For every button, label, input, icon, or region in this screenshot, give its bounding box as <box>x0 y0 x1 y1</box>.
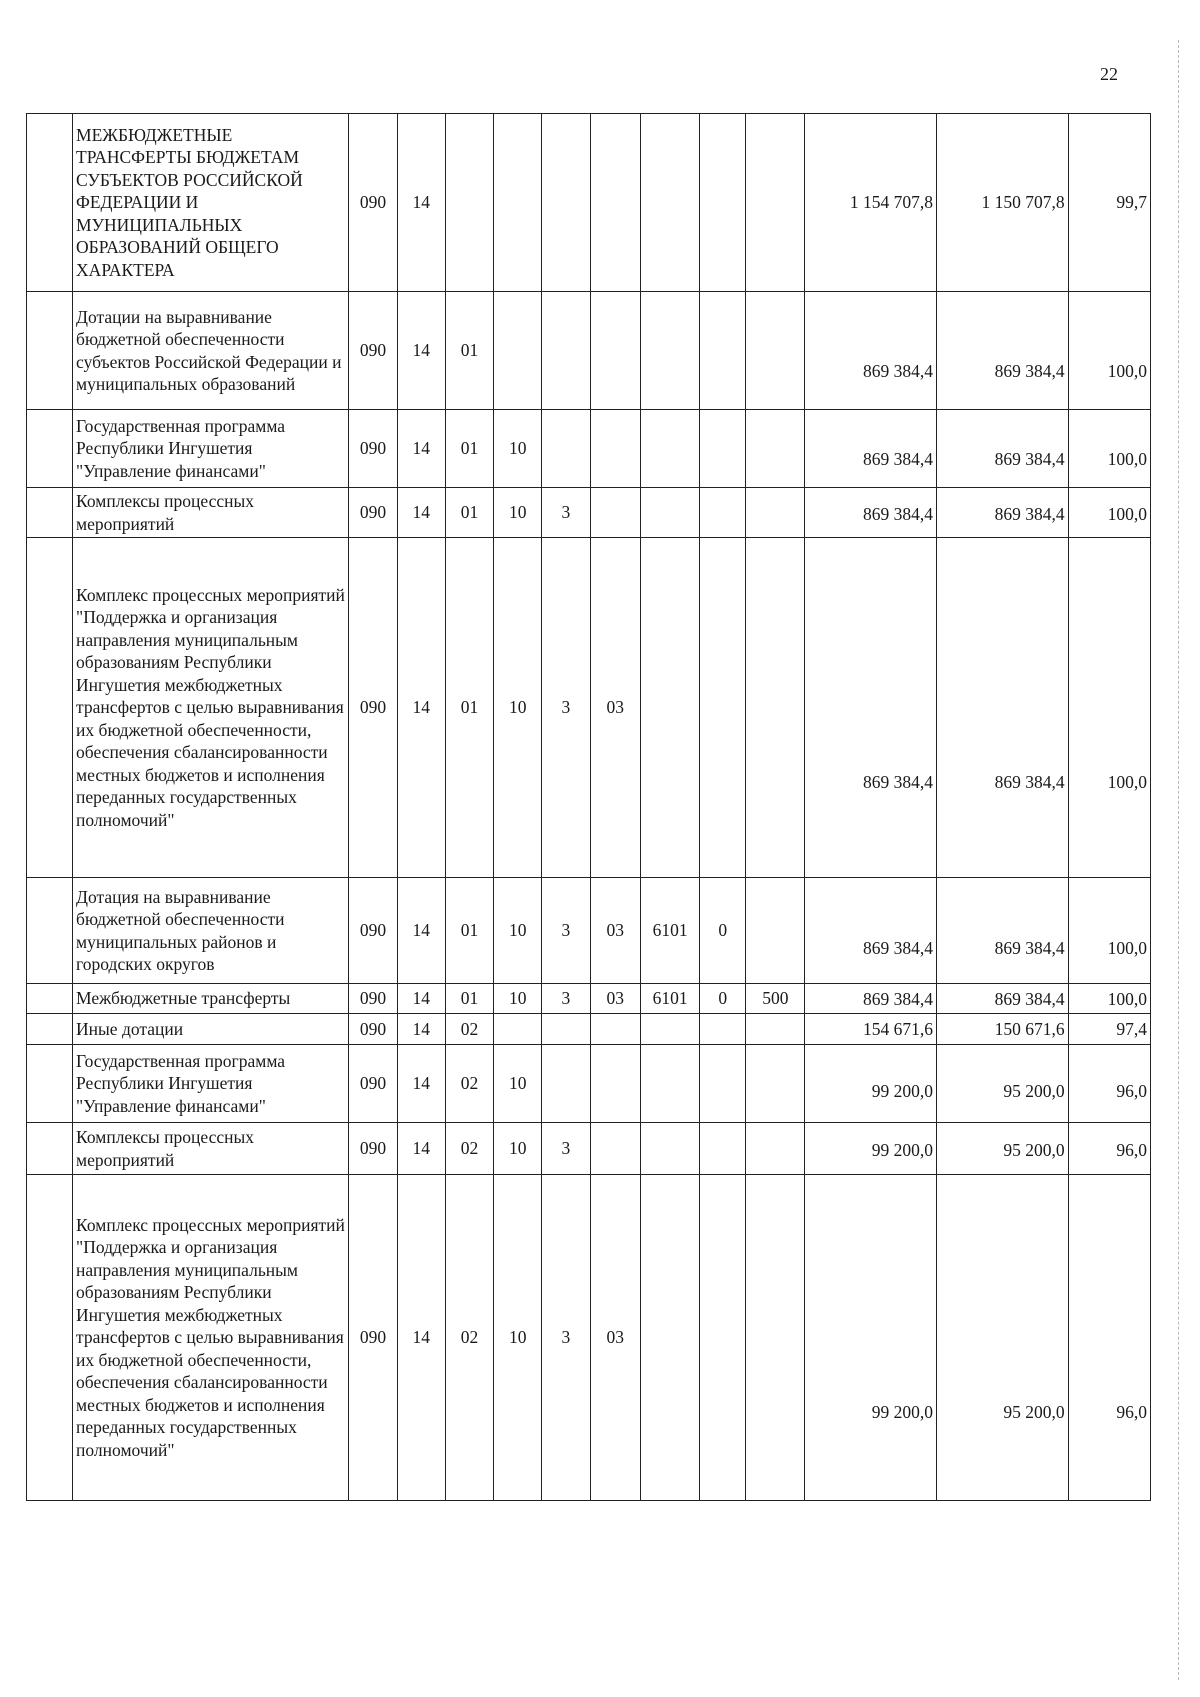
code-direction <box>640 1123 699 1175</box>
code-direction: 6101 <box>640 984 699 1014</box>
row-index-cell <box>27 292 73 410</box>
code-section: 14 <box>397 114 445 292</box>
code-ministry: 090 <box>349 984 397 1014</box>
code-structure <box>590 1045 640 1123</box>
code-program-type: 3 <box>542 1175 590 1501</box>
code-structure: 03 <box>590 878 640 984</box>
code-program: 10 <box>494 984 542 1014</box>
row-index-cell <box>27 538 73 878</box>
row-index-cell <box>27 1175 73 1501</box>
fact-amount: 869 384,4 <box>937 488 1069 538</box>
code-program-type: 3 <box>542 878 590 984</box>
execution-percent: 100,0 <box>1068 410 1150 488</box>
plan-amount: 869 384,4 <box>805 410 937 488</box>
code-section: 14 <box>397 984 445 1014</box>
execution-percent: 99,7 <box>1068 114 1150 292</box>
code-program: 10 <box>494 878 542 984</box>
execution-percent: 100,0 <box>1068 984 1150 1014</box>
code-direction <box>640 410 699 488</box>
code-ministry: 090 <box>349 1045 397 1123</box>
row-name: Дотации на выравнивание бюджетной обеспеченности субъектов Российской Федерации и муниципальных образований <box>73 292 349 410</box>
table-row <box>27 488 1151 538</box>
table-row <box>27 410 1151 488</box>
code-ministry: 090 <box>349 292 397 410</box>
table-row <box>27 538 1151 878</box>
code-program: 10 <box>494 538 542 878</box>
fact-amount: 869 384,4 <box>937 878 1069 984</box>
code-program <box>494 292 542 410</box>
plan-amount: 99 200,0 <box>805 1045 937 1123</box>
code-program: 10 <box>494 1123 542 1175</box>
table-row <box>27 292 1151 410</box>
code-ministry: 090 <box>349 410 397 488</box>
code-direction <box>640 1175 699 1501</box>
code-subsection: 02 <box>445 1175 493 1501</box>
code-expense-type <box>746 292 805 410</box>
code-program-type <box>542 292 590 410</box>
row-index-cell <box>27 1123 73 1175</box>
code-subsection: 01 <box>445 878 493 984</box>
code-direction-sub <box>700 1123 746 1175</box>
plan-amount: 154 671,6 <box>805 1014 937 1045</box>
code-direction-sub <box>700 488 746 538</box>
budget-execution-table <box>26 113 1151 1501</box>
code-expense-type <box>746 1014 805 1045</box>
code-direction-sub: 0 <box>700 878 746 984</box>
fact-amount: 869 384,4 <box>937 292 1069 410</box>
fact-amount: 95 200,0 <box>937 1175 1069 1501</box>
code-direction-sub: 0 <box>700 984 746 1014</box>
table-row <box>27 984 1151 1014</box>
code-section: 14 <box>397 1014 445 1045</box>
code-program <box>494 1014 542 1045</box>
page-number: 22 <box>1100 64 1118 84</box>
row-index-cell <box>27 878 73 984</box>
code-program: 10 <box>494 1045 542 1123</box>
row-index-cell <box>27 488 73 538</box>
code-subsection <box>445 114 493 292</box>
code-section: 14 <box>397 1123 445 1175</box>
code-program-type <box>542 410 590 488</box>
plan-amount: 869 384,4 <box>805 538 937 878</box>
code-section: 14 <box>397 1045 445 1123</box>
row-index-cell <box>27 984 73 1014</box>
table-row <box>27 1045 1151 1123</box>
code-subsection: 01 <box>445 410 493 488</box>
plan-amount: 869 384,4 <box>805 488 937 538</box>
code-direction <box>640 1045 699 1123</box>
code-direction <box>640 538 699 878</box>
code-subsection: 02 <box>445 1123 493 1175</box>
code-program: 10 <box>494 410 542 488</box>
row-name: Комплексы процессных мероприятий <box>73 488 349 538</box>
code-expense-type <box>746 114 805 292</box>
code-direction <box>640 292 699 410</box>
plan-amount: 869 384,4 <box>805 878 937 984</box>
code-expense-type <box>746 1045 805 1123</box>
code-subsection: 01 <box>445 984 493 1014</box>
row-name: Комплекс процессных мероприятий "Поддержка и организация направления муниципальным образованиям Республики Ингушетия межбюджетных трансфертов с целью выравнивания их бюджетной обеспеченности, обеспечения сбалансированности местных бюджетов и исполнения переданных государственных полномочий" <box>73 538 349 878</box>
table-row <box>27 1123 1151 1175</box>
code-ministry: 090 <box>349 114 397 292</box>
row-index-cell <box>27 1045 73 1123</box>
code-direction-sub <box>700 410 746 488</box>
code-direction <box>640 114 699 292</box>
code-program-type: 3 <box>542 984 590 1014</box>
fact-amount: 150 671,6 <box>937 1014 1069 1045</box>
row-name: Государственная программа Республики Ингушетия "Управление финансами" <box>73 1045 349 1123</box>
code-structure: 03 <box>590 984 640 1014</box>
code-program-type: 3 <box>542 538 590 878</box>
execution-percent: 100,0 <box>1068 878 1150 984</box>
code-direction <box>640 1014 699 1045</box>
execution-percent: 100,0 <box>1068 538 1150 878</box>
plan-amount: 869 384,4 <box>805 292 937 410</box>
plan-amount: 99 200,0 <box>805 1175 937 1501</box>
code-program-type <box>542 1045 590 1123</box>
code-expense-type <box>746 1175 805 1501</box>
code-direction-sub <box>700 1175 746 1501</box>
fact-amount: 869 384,4 <box>937 984 1069 1014</box>
code-program-type: 3 <box>542 1123 590 1175</box>
code-structure <box>590 292 640 410</box>
code-section: 14 <box>397 538 445 878</box>
code-subsection: 02 <box>445 1014 493 1045</box>
code-subsection: 01 <box>445 488 493 538</box>
execution-percent: 96,0 <box>1068 1175 1150 1501</box>
code-ministry: 090 <box>349 488 397 538</box>
execution-percent: 96,0 <box>1068 1123 1150 1175</box>
code-direction <box>640 488 699 538</box>
code-direction: 6101 <box>640 878 699 984</box>
code-direction-sub <box>700 538 746 878</box>
code-ministry: 090 <box>349 1175 397 1501</box>
code-ministry: 090 <box>349 878 397 984</box>
code-structure <box>590 1014 640 1045</box>
code-program <box>494 114 542 292</box>
execution-percent: 96,0 <box>1068 1045 1150 1123</box>
code-program: 10 <box>494 488 542 538</box>
code-expense-type: 500 <box>746 984 805 1014</box>
code-expense-type <box>746 488 805 538</box>
plan-amount: 99 200,0 <box>805 1123 937 1175</box>
execution-percent: 97,4 <box>1068 1014 1150 1045</box>
code-expense-type <box>746 538 805 878</box>
row-name: МЕЖБЮДЖЕТНЫЕ ТРАНСФЕРТЫ БЮДЖЕТАМ СУБЪЕКТОВ РОССИЙСКОЙ ФЕДЕРАЦИИ И МУНИЦИПАЛЬНЫХ ОБРАЗОВАНИЙ ОБЩЕГО ХАРАКТЕРА <box>73 114 349 292</box>
plan-amount: 1 154 707,8 <box>805 114 937 292</box>
code-expense-type <box>746 878 805 984</box>
code-section: 14 <box>397 878 445 984</box>
code-ministry: 090 <box>349 1123 397 1175</box>
code-program-type <box>542 1014 590 1045</box>
code-direction-sub <box>700 114 746 292</box>
code-subsection: 01 <box>445 292 493 410</box>
row-name: Комплекс процессных мероприятий "Поддержка и организация направления муниципальным образованиям Республики Ингушетия межбюджетных трансфертов с целью выравнивания их бюджетной обеспеченности, обеспечения сбалансированности местных бюджетов и исполнения переданных государственных полномочий" <box>73 1175 349 1501</box>
table-row <box>27 1014 1151 1045</box>
row-name: Дотация на выравнивание бюджетной обеспеченности муниципальных районов и городских округов <box>73 878 349 984</box>
code-program-type <box>542 114 590 292</box>
code-subsection: 02 <box>445 1045 493 1123</box>
table-row <box>27 878 1151 984</box>
execution-percent: 100,0 <box>1068 292 1150 410</box>
fact-amount: 95 200,0 <box>937 1123 1069 1175</box>
row-name: Государственная программа Республики Ингушетия "Управление финансами" <box>73 410 349 488</box>
code-expense-type <box>746 410 805 488</box>
execution-percent: 100,0 <box>1068 488 1150 538</box>
row-index-cell <box>27 114 73 292</box>
code-structure <box>590 1123 640 1175</box>
table-row <box>27 114 1151 292</box>
code-direction-sub <box>700 1045 746 1123</box>
code-structure: 03 <box>590 1175 640 1501</box>
plan-amount: 869 384,4 <box>805 984 937 1014</box>
fact-amount: 1 150 707,8 <box>937 114 1069 292</box>
code-section: 14 <box>397 410 445 488</box>
code-program-type: 3 <box>542 488 590 538</box>
code-section: 14 <box>397 292 445 410</box>
code-structure <box>590 488 640 538</box>
code-structure: 03 <box>590 538 640 878</box>
row-index-cell <box>27 410 73 488</box>
row-name: Иные дотации <box>73 1014 349 1045</box>
code-subsection: 01 <box>445 538 493 878</box>
fact-amount: 95 200,0 <box>937 1045 1069 1123</box>
code-ministry: 090 <box>349 1014 397 1045</box>
fact-amount: 869 384,4 <box>937 410 1069 488</box>
code-direction-sub <box>700 1014 746 1045</box>
code-direction-sub <box>700 292 746 410</box>
code-section: 14 <box>397 488 445 538</box>
row-index-cell <box>27 1014 73 1045</box>
row-name: Межбюджетные трансферты <box>73 984 349 1014</box>
scan-edge-line <box>1178 40 1179 1680</box>
code-section: 14 <box>397 1175 445 1501</box>
fact-amount: 869 384,4 <box>937 538 1069 878</box>
code-structure <box>590 114 640 292</box>
row-name: Комплексы процессных мероприятий <box>73 1123 349 1175</box>
table-row <box>27 1175 1151 1501</box>
code-expense-type <box>746 1123 805 1175</box>
code-ministry: 090 <box>349 538 397 878</box>
code-structure <box>590 410 640 488</box>
code-program: 10 <box>494 1175 542 1501</box>
